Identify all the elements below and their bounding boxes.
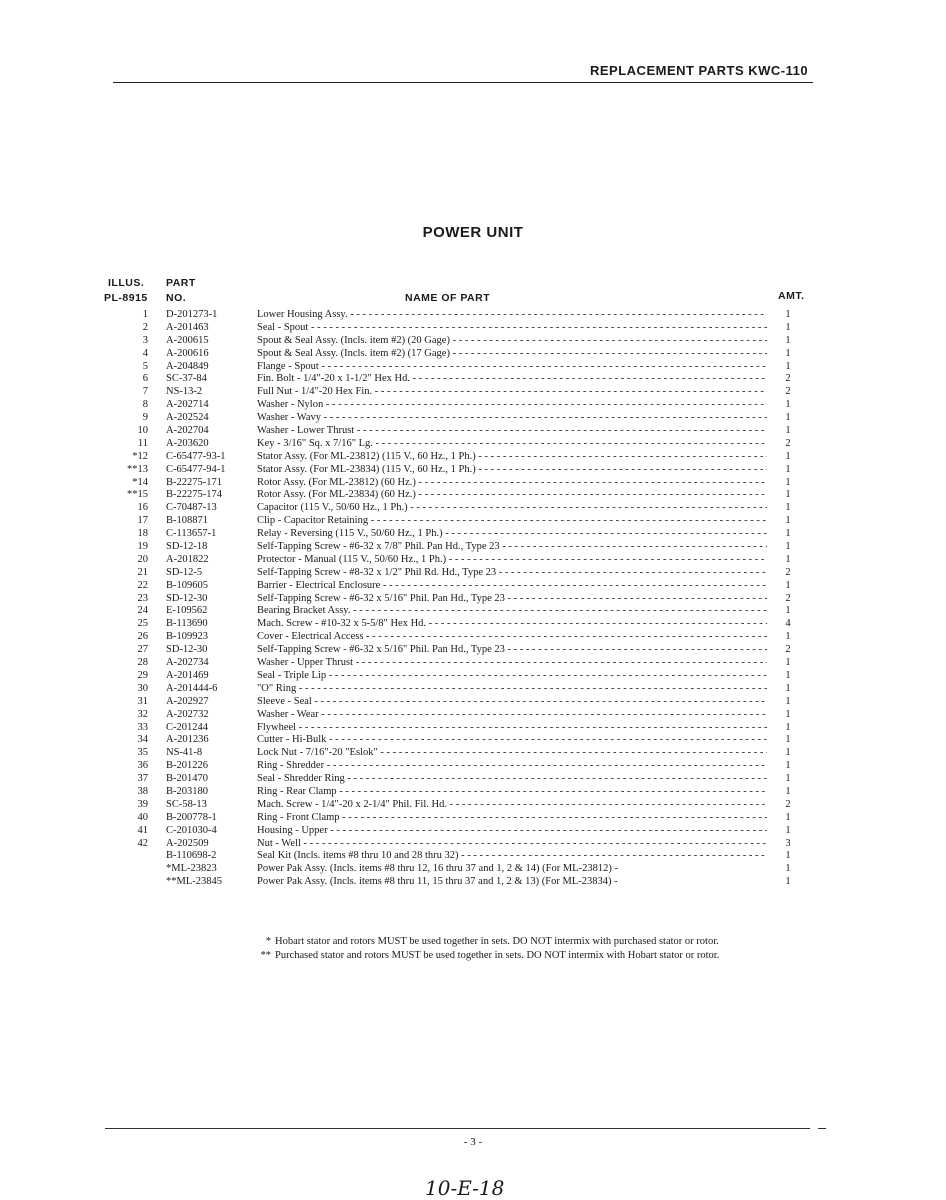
part-number: SD-12-18 (166, 541, 208, 553)
amount: 1 (785, 850, 791, 862)
part-name: Seal - Triple Lip - - - (257, 670, 767, 683)
table-row (0, 502, 946, 515)
illus-number: 10 (137, 425, 148, 437)
footnote-marker: ** (260, 950, 271, 961)
col-illus-label-1: ILLUS. (108, 277, 145, 289)
illus-number: 42 (137, 837, 148, 849)
part-name: Power Pak Assy. (Incls. items #8 thru 12, 16 thru 37 and 1, 2 & 14) (For ML-23812) - (257, 863, 618, 875)
part-number: A-200615 (166, 334, 209, 346)
amount: 1 (785, 412, 791, 424)
table-row (0, 541, 946, 554)
illus-number: 7 (142, 386, 148, 398)
part-number: B-110698-2 (166, 850, 217, 862)
table-row (0, 348, 946, 361)
part-name: Flange - Spout - - - (257, 361, 767, 374)
illus-number: *14 (132, 476, 148, 488)
illus-number: 23 (137, 592, 148, 604)
footnote (255, 949, 775, 962)
table-row (0, 786, 946, 799)
amount: 1 (785, 553, 791, 565)
table-row (0, 567, 946, 580)
table-row (0, 489, 946, 502)
amount: 1 (785, 515, 791, 527)
part-number: A-201444-6 (166, 682, 218, 694)
illus-number: 22 (137, 579, 148, 591)
part-name: Relay - Reversing (115 V., 50/60 Hz., 1 Ph.) - - - (257, 528, 767, 541)
part-number: NS-13-2 (166, 386, 203, 398)
part-name: Self-Tapping Screw - #8-32 x 1/2" Phil Rd. Hd., Type 23 - - - (257, 567, 767, 580)
part-number: A-200616 (166, 347, 209, 359)
part-name: Key - 3/16" Sq. x 7/16" Lg. - - - (257, 438, 767, 451)
table-row (0, 451, 946, 464)
table-row (0, 361, 946, 374)
part-name: Self-Tapping Screw - #6-32 x 7/8" Phil. Pan Hd., Type 23 - - - (257, 541, 767, 554)
table-row (0, 438, 946, 451)
part-name: Lock Nut - 7/16"-20 "Eslok" - - - (257, 747, 767, 760)
illus-number: 29 (137, 669, 148, 681)
illus-number: 6 (142, 373, 148, 385)
amount: 1 (785, 321, 791, 333)
footnote-marker: * (265, 936, 271, 947)
col-illus-label-2: PL-8915 (104, 292, 148, 304)
part-number: A-202524 (166, 412, 209, 424)
part-number: B-113690 (166, 618, 208, 630)
illus-number: 37 (137, 773, 148, 785)
table-row (0, 412, 946, 425)
illus-number: 19 (137, 541, 148, 553)
amount: 2 (785, 798, 791, 810)
amount: 1 (785, 489, 791, 501)
illus-number: 31 (137, 695, 148, 707)
part-name: Ring - Rear Clamp - - - (257, 786, 767, 799)
part-number: SC-58-13 (166, 798, 207, 810)
table-row (0, 515, 946, 528)
part-number: B-201470 (166, 773, 208, 785)
part-name: Seal Kit (Incls. items #8 thru 10 and 28 thru 32) - - - (257, 850, 767, 863)
part-number: A-202927 (166, 695, 209, 707)
part-name: Ring - Front Clamp - - - (257, 812, 767, 825)
amount: 1 (785, 773, 791, 785)
amount: 1 (785, 631, 791, 643)
illus-number: 34 (137, 734, 148, 746)
table-row (0, 799, 946, 812)
amount: 1 (785, 476, 791, 488)
part-name: Mach. Screw - #10-32 x 5-5/8" Hex Hd. - - - (257, 618, 767, 631)
table-row (0, 683, 946, 696)
part-name: Capacitor (115 V., 50/60 Hz., 1 Ph.) - - - (257, 502, 767, 515)
part-number: B-109605 (166, 579, 208, 591)
table-row (0, 399, 946, 412)
illus-number: 1 (142, 309, 148, 320)
part-name: Flywheel - - - (257, 722, 767, 735)
table-row (0, 528, 946, 541)
table-row (0, 554, 946, 567)
part-number: B-109923 (166, 631, 208, 643)
amount: 1 (785, 734, 791, 746)
table-row (0, 825, 946, 838)
amount: 2 (785, 592, 791, 604)
part-number: B-201226 (166, 760, 208, 772)
part-number: A-202732 (166, 708, 209, 720)
part-name: Washer - Wear - - - (257, 709, 767, 722)
table-row (0, 425, 946, 438)
part-number: A-201469 (166, 669, 209, 681)
amount: 1 (785, 425, 791, 437)
part-name: Washer - Upper Thrust - - - (257, 657, 767, 670)
part-name: Bearing Bracket Assy. - - - (257, 605, 767, 618)
table-row (0, 309, 946, 322)
part-name: Spout & Seal Assy. (Incls. item #2) (20 Gage) - - - (257, 335, 767, 348)
illus-number: 41 (137, 824, 148, 836)
illus-number: 36 (137, 760, 148, 772)
part-number: *ML-23823 (166, 863, 217, 875)
amount: 1 (785, 747, 791, 759)
illus-number: 18 (137, 528, 148, 540)
part-name: Protector - Manual (115 V., 50/60 Hz., 1 Ph.) - - - (257, 554, 767, 567)
part-name: Rotor Assy. (For ML-23834) (60 Hz.) - - - (257, 489, 767, 502)
amount: 1 (785, 605, 791, 617)
part-name: "O" Ring - - - (257, 683, 767, 696)
part-number: A-204849 (166, 360, 209, 372)
part-number: B-203180 (166, 785, 208, 797)
table-row (0, 850, 946, 863)
col-amt-label: AMT. (778, 290, 805, 302)
amount: 4 (785, 618, 791, 630)
table-row (0, 722, 946, 735)
amount: 2 (785, 437, 791, 449)
part-name: Nut - Well - - - (257, 838, 767, 851)
part-number: A-201463 (166, 321, 209, 333)
illus-number: 28 (137, 657, 148, 669)
amount: 1 (785, 876, 791, 888)
table-row (0, 386, 946, 399)
part-name: Seal - Spout - - - (257, 322, 767, 335)
part-name: Seal - Shredder Ring - - - (257, 773, 767, 786)
illus-number: **13 (127, 463, 148, 475)
illus-number: 3 (142, 334, 148, 346)
table-row (0, 876, 946, 889)
amount: 1 (785, 760, 791, 772)
part-number: SD-12-30 (166, 644, 208, 656)
table-row (0, 760, 946, 773)
parts-table (0, 309, 946, 889)
table-row (0, 631, 946, 644)
illus-number: 35 (137, 747, 148, 759)
amount: 1 (785, 824, 791, 836)
footnotes (255, 935, 775, 963)
col-name-label: NAME OF PART (405, 292, 491, 304)
illus-number: 33 (137, 721, 148, 733)
part-name: Sleeve - Seal - - - (257, 696, 767, 709)
part-number: C-70487-13 (166, 502, 217, 514)
illus-number: 39 (137, 798, 148, 810)
amount: 1 (785, 579, 791, 591)
footer-rule (105, 1128, 810, 1129)
table-row (0, 580, 946, 593)
table-row (0, 863, 946, 876)
illus-number: 16 (137, 502, 148, 514)
footnote (255, 935, 775, 948)
part-number: C-65477-93-1 (166, 450, 226, 462)
footnote-text: Purchased stator and rotors MUST be used together in sets. DO NOT intermix with Hobart stator or rotor. (275, 950, 720, 961)
part-number: A-202509 (166, 837, 209, 849)
part-name: Washer - Wavy - - - (257, 412, 767, 425)
part-number: A-202704 (166, 425, 209, 437)
table-row (0, 670, 946, 683)
part-name: Rotor Assy. (For ML-23812) (60 Hz.) - - - (257, 477, 767, 490)
part-number: C-65477-94-1 (166, 463, 226, 475)
illus-number: *12 (132, 450, 148, 462)
part-name: Full Nut - 1/4"-20 Hex Fin. - - - (257, 386, 767, 399)
part-name: Fin. Bolt - 1/4"-20 x 1-1/2" Hex Hd. - - - (257, 373, 767, 386)
table-row (0, 696, 946, 709)
illus-number: 11 (137, 437, 148, 449)
table-row (0, 618, 946, 631)
amount: 1 (785, 811, 791, 823)
part-name: Cover - Electrical Access - - - (257, 631, 767, 644)
part-number: A-201236 (166, 734, 209, 746)
table-row (0, 464, 946, 477)
illus-number: **15 (127, 489, 148, 501)
amount: 1 (785, 863, 791, 875)
illus-number: 21 (137, 566, 148, 578)
header-title: REPLACEMENT PARTS KWC-110 (590, 63, 809, 78)
amount: 1 (785, 502, 791, 514)
part-number: SC-37-84 (166, 373, 207, 385)
amount: 1 (785, 334, 791, 346)
header-rule (113, 82, 813, 83)
part-name: Lower Housing Assy. - - - (257, 309, 767, 322)
part-name: Clip - Capacitor Retaining - - - (257, 515, 767, 528)
table-row (0, 477, 946, 490)
illus-number: 20 (137, 553, 148, 565)
part-name: Barrier - Electrical Enclosure - - - (257, 580, 767, 593)
amount: 2 (785, 644, 791, 656)
part-name: Cutter - Hi-Bulk - - - (257, 734, 767, 747)
illus-number: 9 (142, 412, 148, 424)
amount: 1 (785, 360, 791, 372)
part-number: A-202734 (166, 657, 209, 669)
illus-number: 25 (137, 618, 148, 630)
amount: 1 (785, 399, 791, 411)
amount: 1 (785, 669, 791, 681)
part-number: A-202714 (166, 399, 209, 411)
table-row (0, 593, 946, 606)
part-number: C-201244 (166, 721, 208, 733)
part-name: Self-Tapping Screw - #6-32 x 5/16" Phil. Pan Hd., Type 23 - - - (257, 644, 767, 657)
part-number: SD-12-5 (166, 566, 203, 578)
amount: 1 (785, 450, 791, 462)
illus-number: 4 (142, 347, 148, 359)
part-name: Washer - Nylon - - - (257, 399, 767, 412)
part-number: B-22275-174 (166, 489, 222, 501)
part-name: Washer - Lower Thrust - - - (257, 425, 767, 438)
amount: 1 (785, 347, 791, 359)
table-row (0, 657, 946, 670)
part-number: SD-12-30 (166, 592, 208, 604)
part-name: Spout & Seal Assy. (Incls. item #2) (17 Gage) - - - (257, 348, 767, 361)
part-name: Stator Assy. (For ML-23834) (115 V., 60 Hz., 1 Ph.) - - - (257, 464, 767, 477)
amount: 1 (785, 463, 791, 475)
amount: 2 (785, 566, 791, 578)
amount: 1 (785, 721, 791, 733)
footer-rule-tick (818, 1128, 826, 1129)
part-number: B-22275-171 (166, 476, 222, 488)
amount: 1 (785, 785, 791, 797)
part-number: **ML-23845 (166, 876, 222, 888)
section-title: POWER UNIT (422, 224, 524, 241)
table-row (0, 605, 946, 618)
page-number: - 3 - (463, 1136, 483, 1148)
part-number: A-201822 (166, 553, 209, 565)
table-row (0, 773, 946, 786)
part-number: C-113657-1 (166, 528, 217, 540)
table-row (0, 644, 946, 657)
table-row (0, 747, 946, 760)
part-name: Mach. Screw - 1/4"-20 x 2-1/4" Phil. Fil. Hd. - - - (257, 799, 767, 812)
amount: 1 (785, 528, 791, 540)
illus-number: 27 (137, 644, 148, 656)
table-row (0, 335, 946, 348)
table-row (0, 373, 946, 386)
table-row (0, 812, 946, 825)
part-number: B-200778-1 (166, 811, 217, 823)
amount: 3 (785, 837, 791, 849)
part-name: Power Pak Assy. (Incls. items #8 thru 11, 15 thru 37 and 1, 2 & 13) (For ML-23834) - (257, 876, 618, 888)
footnote-text: Hobart stator and rotors MUST be used together in sets. DO NOT intermix with purchased stator or rotor. (275, 936, 719, 947)
amount: 1 (785, 708, 791, 720)
part-number: D-201273-1 (166, 309, 218, 320)
illus-number: 30 (137, 682, 148, 694)
part-name: Self-Tapping Screw - #6-32 x 5/16" Phil. Pan Hd., Type 23 - - - (257, 593, 767, 606)
amount: 1 (785, 541, 791, 553)
table-row (0, 322, 946, 335)
table-row (0, 734, 946, 747)
illus-number: 8 (142, 399, 148, 411)
part-number: NS-41-8 (166, 747, 203, 759)
part-number: A-203620 (166, 437, 209, 449)
illus-number: 26 (137, 631, 148, 643)
illus-number: 24 (137, 605, 148, 617)
table-row (0, 838, 946, 851)
part-number: E-109562 (166, 605, 208, 617)
col-part-label-1: PART (166, 277, 196, 289)
illus-number: 40 (137, 811, 148, 823)
part-name: Housing - Upper - - - (257, 825, 767, 838)
table-row (0, 709, 946, 722)
illus-number: 32 (137, 708, 148, 720)
illus-number: 2 (142, 321, 148, 333)
amount: 2 (785, 386, 791, 398)
amount: 1 (785, 695, 791, 707)
part-number: B-108871 (166, 515, 208, 527)
handwritten-note: 10-E-18 (425, 1176, 505, 1200)
part-name: Ring - Shredder - - - (257, 760, 767, 773)
illus-number: 5 (142, 360, 148, 372)
amount: 1 (785, 657, 791, 669)
amount: 1 (785, 682, 791, 694)
illus-number: 17 (137, 515, 148, 527)
part-name: Stator Assy. (For ML-23812) (115 V., 60 Hz., 1 Ph.) - - - (257, 451, 767, 464)
part-number: C-201030-4 (166, 824, 217, 836)
col-part-label-2: NO. (166, 292, 187, 304)
amount: 2 (785, 373, 791, 385)
amount: 1 (785, 309, 791, 320)
illus-number: 38 (137, 785, 148, 797)
